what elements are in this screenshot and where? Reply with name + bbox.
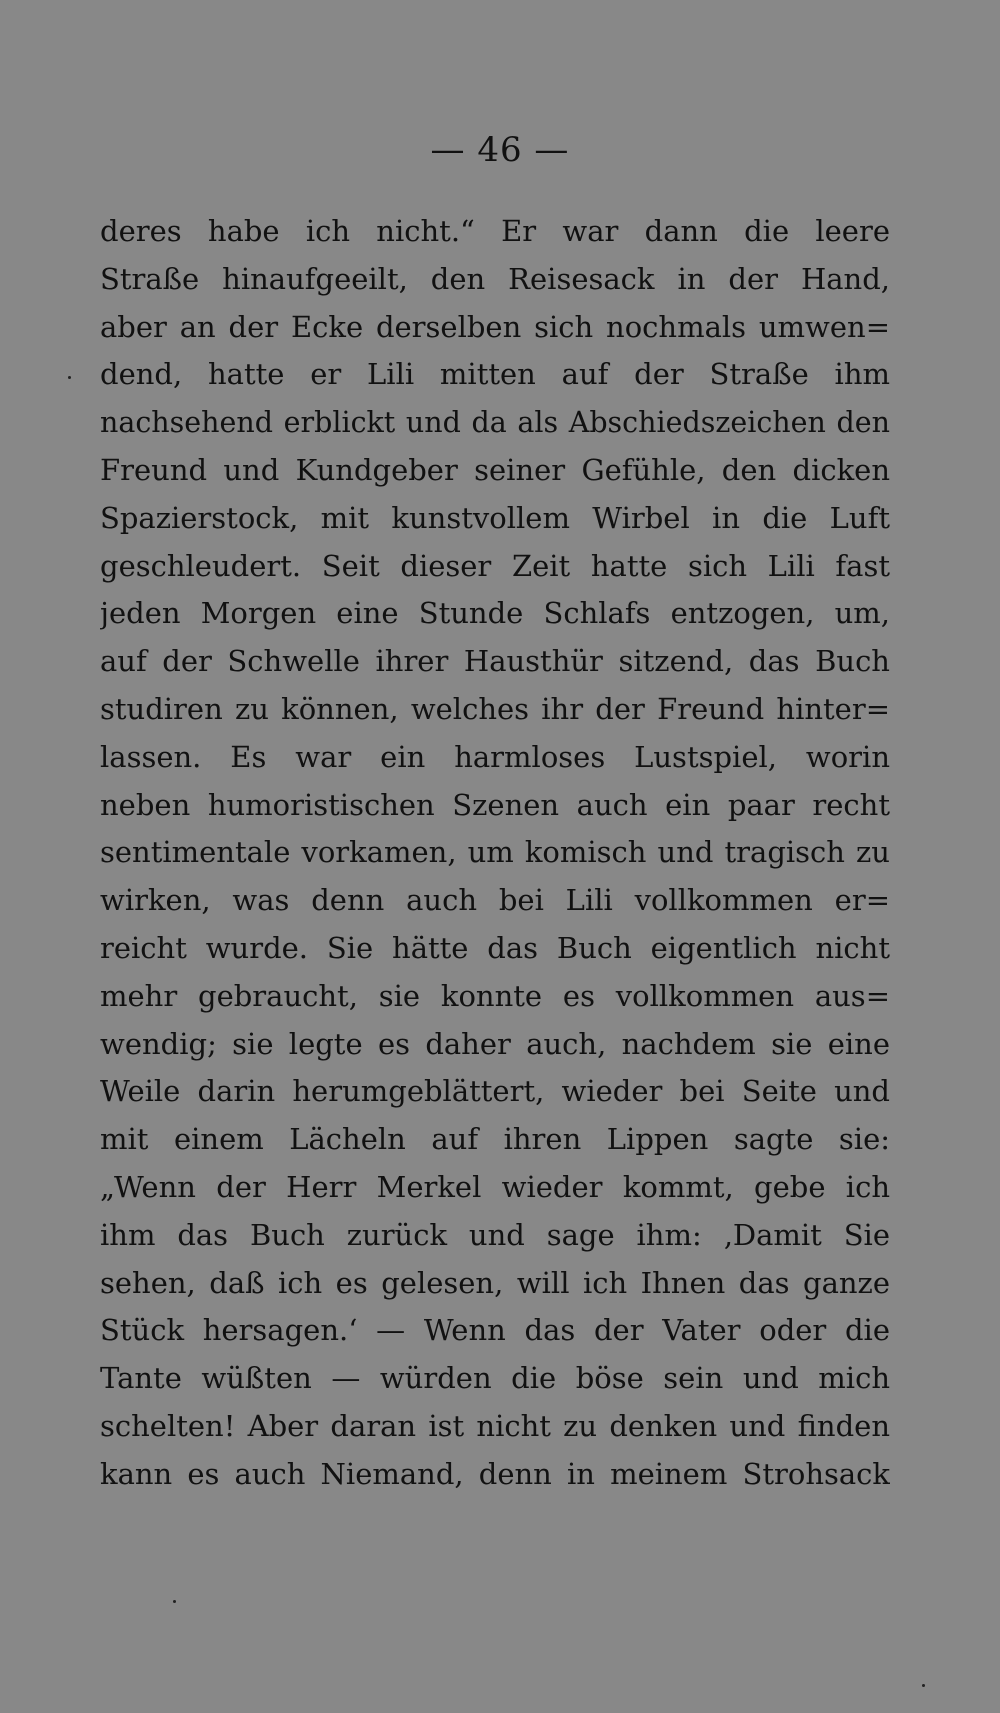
text-line: auf der Schwelle ihrer Hausthür sitzend, das Buch bbox=[100, 644, 890, 679]
body-text bbox=[100, 208, 890, 1499]
text-line: dend, hatte er Lili mitten auf der Straße ihm bbox=[100, 357, 890, 392]
text-line: ihm das Buch zurück und sage ihm: ‚Damit Sie bbox=[100, 1217, 890, 1252]
text-line: studiren zu können, welches ihr der Freund hinter= bbox=[100, 691, 890, 726]
text-line: reicht wurde. Sie hätte das Buch eigentlich nicht bbox=[100, 930, 890, 965]
text-line: Tante wüßten — würden die böse sein und mich bbox=[100, 1361, 890, 1396]
text-line: wirken, was denn auch bei Lili vollkommen er= bbox=[100, 883, 890, 918]
text-line: schelten! Aber daran ist nicht zu denken und finden bbox=[100, 1408, 890, 1443]
text-line: geschleudert. Seit dieser Zeit hatte sich Lili fast bbox=[100, 548, 890, 583]
page-number: — 46 — bbox=[430, 130, 570, 170]
text-line: aber an der Ecke derselben sich nochmals umwen= bbox=[100, 309, 890, 344]
scan-speck bbox=[922, 1684, 925, 1687]
text-line: mit einem Lächeln auf ihren Lippen sagte sie: bbox=[100, 1122, 890, 1157]
text-line: sentimentale vorkamen, um komisch und tragisch zu bbox=[100, 835, 890, 870]
scan-speck bbox=[68, 376, 71, 379]
text-line: „Wenn der Herr Merkel wieder kommt, gebe ich bbox=[100, 1169, 890, 1204]
scan-speck bbox=[173, 1600, 176, 1603]
text-line: Stück hersagen.‘ — Wenn das der Vater oder die bbox=[100, 1313, 890, 1348]
text-line: sehen, daß ich es gelesen, will ich Ihnen das ganze bbox=[100, 1265, 890, 1300]
text-line: mehr gebraucht, sie konnte es vollkommen aus= bbox=[100, 978, 890, 1013]
text-line: kann es auch Niemand, denn in meinem Strohsack bbox=[100, 1456, 890, 1491]
text-line: Straße hinaufgeeilt, den Reisesack in der Hand, bbox=[100, 261, 890, 296]
text-line: Spazierstock, mit kunstvollem Wirbel in die Luft bbox=[100, 500, 890, 535]
text-line: neben humoristischen Szenen auch ein paar recht bbox=[100, 787, 890, 822]
text-line: Weile darin herumgeblättert, wieder bei Seite und bbox=[100, 1074, 890, 1109]
text-line: jeden Morgen eine Stunde Schlafs entzogen, um, bbox=[100, 596, 890, 631]
text-line: Freund und Kundgeber seiner Gefühle, den dicken bbox=[100, 452, 890, 487]
text-line: nachsehend erblickt und da als Abschiedszeichen den bbox=[100, 406, 890, 440]
text-line: wendig; sie legte es daher auch, nachdem sie eine bbox=[100, 1026, 890, 1061]
text-line: deres habe ich nicht.“ Er war dann die leere bbox=[100, 214, 890, 248]
text-line: lassen. Es war ein harmloses Lustspiel, worin bbox=[100, 739, 890, 774]
